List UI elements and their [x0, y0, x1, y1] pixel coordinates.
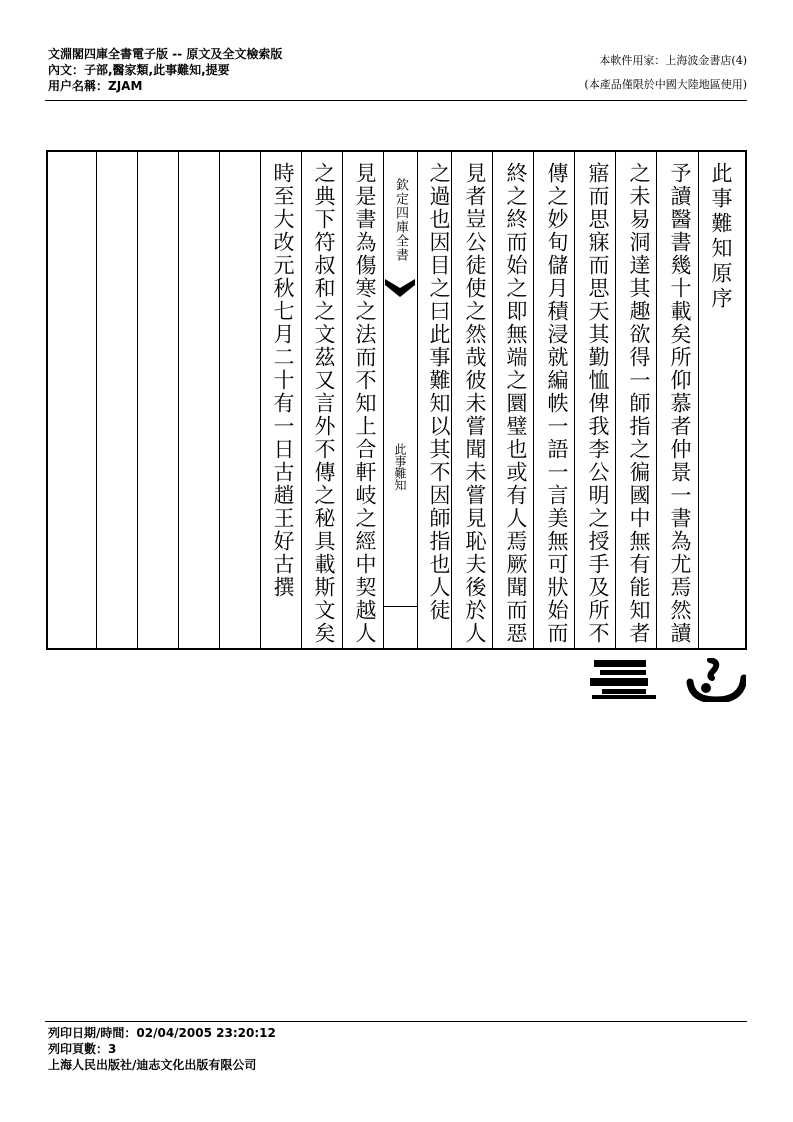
- center-section-title: 此事難知: [393, 443, 407, 491]
- page-frame: [46, 150, 747, 650]
- column-rule: [178, 152, 179, 648]
- header-username: 用户名稱：ZJAM: [48, 79, 143, 93]
- header-info: [48, 46, 282, 94]
- text-column: 之未易洞達其趣欲得一師指之徧國中無有能知者: [627, 162, 651, 645]
- text-column: 予讀醫書幾十載矣所仰慕者仲景一書為尤焉然讀: [668, 162, 692, 645]
- text-column: 傳之妙旬儲月積浸就編帙一語一言美無可狀始而: [545, 162, 569, 645]
- publisher-logo-icon: [590, 658, 658, 700]
- header-content-path: 內文：子部,醫家類,此事難知,提要: [48, 63, 230, 77]
- header-rule: [45, 100, 747, 101]
- text-column: 此事難知原序: [709, 162, 733, 312]
- center-book-title: 欽定四庫全書: [393, 178, 408, 262]
- seal-logo-icon: [684, 658, 746, 702]
- fish-tail-icon: [385, 279, 415, 297]
- publisher-name: 上海人民出版社/迪志文化出版有限公司: [48, 1058, 257, 1072]
- header-licensee: 本軟件用家：上海波金書店(4): [599, 54, 747, 67]
- print-page-count: 列印頁數：3: [48, 1042, 117, 1056]
- header-region-notice: (本產品僅限於中國大陸地區使用): [584, 78, 747, 91]
- header-product-title: 文淵閣四庫全書電子版 -- 原文及全文檢索版: [48, 47, 283, 61]
- text-column: 見是書為傷寒之法而不知上合軒岐之經中契越人: [353, 162, 377, 645]
- center-strip-rule: [383, 606, 417, 607]
- text-column: 之典下符叔和之文茲又言外不傳之秘具載斯文矣: [312, 162, 336, 645]
- column-rule: [417, 152, 418, 648]
- text-column: 終之終而始之即無端之圜璧也或有人焉厥聞而惡: [504, 162, 528, 645]
- column-rule: [219, 152, 220, 648]
- text-column: 寤而思寐而思天其勤恤俾我李公明之授手及所不: [586, 162, 610, 645]
- text-column: 之過也因目之曰此事難知以其不因師指也人徒: [427, 162, 451, 622]
- header-license: [584, 49, 747, 97]
- text-column: 見者豈公徒使之然哉彼未嘗聞未嘗見恥夫後於人: [463, 162, 487, 645]
- column-rule: [137, 152, 138, 648]
- text-column: 時至大改元秋七月二十有一日古趙王好古撰: [271, 162, 295, 599]
- print-datetime: 列印日期/時間：02/04/2005 23:20:12: [48, 1026, 276, 1040]
- center-strip: [383, 152, 417, 648]
- footer-info: [48, 1025, 276, 1073]
- footer-rule: [45, 1021, 747, 1022]
- column-rule: [260, 152, 261, 648]
- column-rule: [96, 152, 97, 648]
